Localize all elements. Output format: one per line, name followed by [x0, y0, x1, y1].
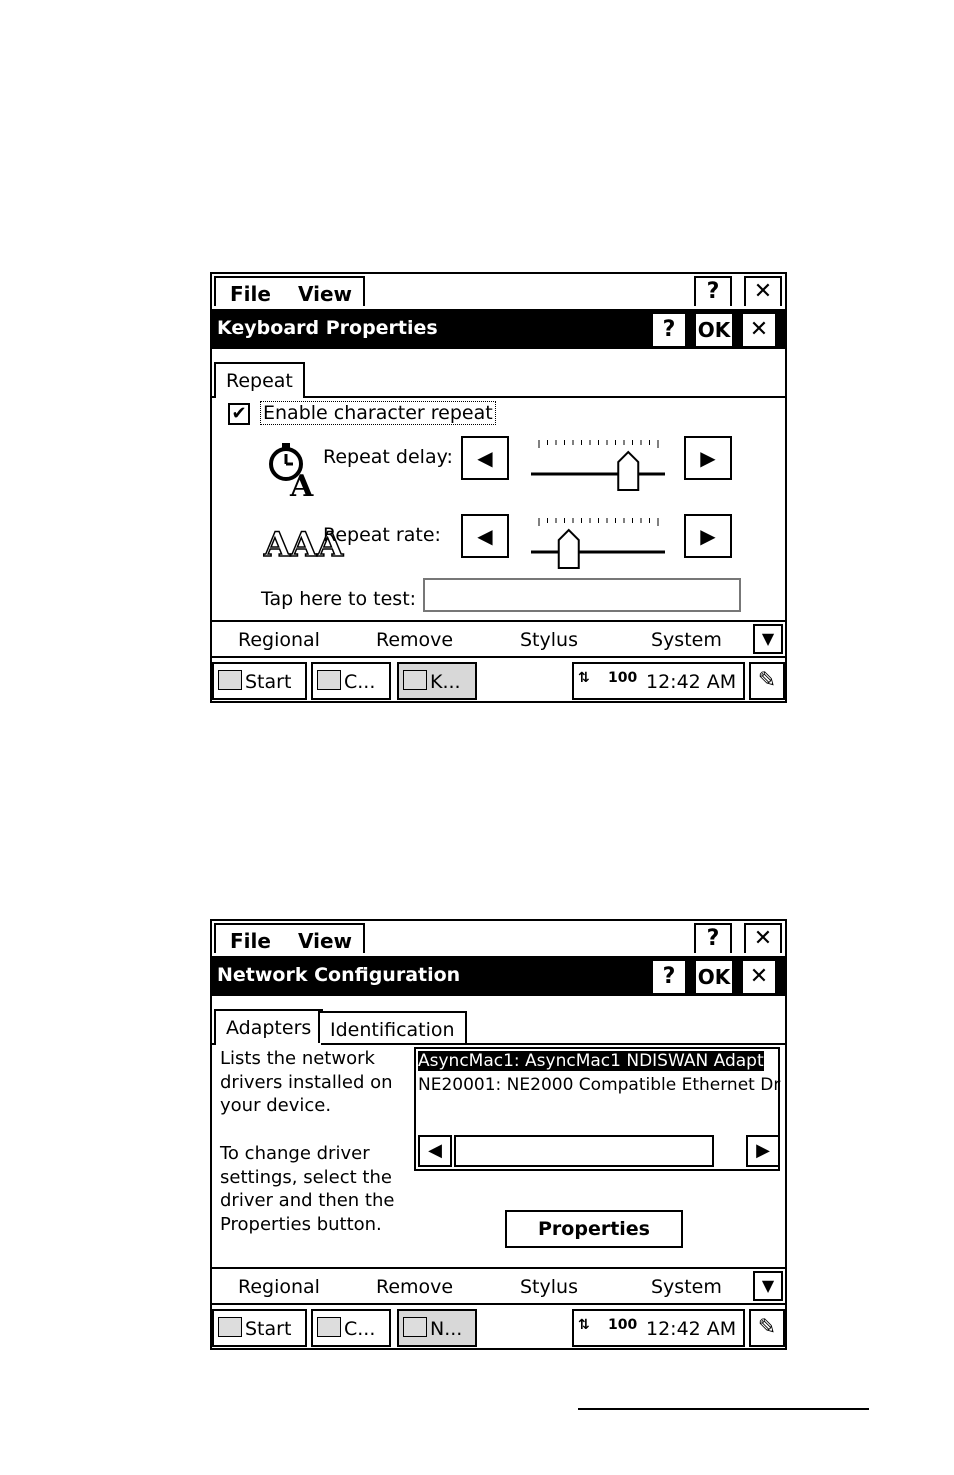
network-icon[interactable]: ⇅: [578, 670, 590, 686]
start-icon: [218, 670, 242, 690]
battery-icon[interactable]: 100: [608, 1317, 638, 1333]
stopwatch-icon: [264, 440, 326, 508]
close-button[interactable]: ✕: [743, 314, 775, 346]
instruction-text: [220, 1142, 394, 1236]
title-bar: [212, 309, 785, 349]
task1-label: C...: [344, 1318, 376, 1340]
start-label: Start: [245, 671, 292, 693]
task2-label: K...: [430, 671, 461, 693]
taskbar: [212, 660, 785, 701]
input-panel-icon[interactable]: ✎: [749, 1309, 785, 1347]
menu-bar: [212, 921, 785, 954]
svg-text:AAA: AAA: [264, 525, 344, 565]
description-text: [220, 1047, 393, 1118]
list-item[interactable]: AsyncMac1: AsyncMac1 NDISWAN Adapt: [418, 1051, 764, 1071]
adapter-list[interactable]: [414, 1047, 780, 1171]
keyboard-properties-window: [210, 272, 787, 703]
ok-button[interactable]: OK: [696, 961, 732, 993]
rate-slider[interactable]: [529, 512, 669, 572]
softbar-dropdown-icon[interactable]: ▼: [753, 624, 783, 654]
enable-repeat-checkbox[interactable]: ✔: [228, 403, 250, 425]
svg-text:A: A: [290, 469, 314, 504]
desc-line: Properties button.: [220, 1213, 382, 1235]
start-button[interactable]: [212, 1309, 307, 1347]
window-title: Keyboard Properties: [217, 317, 438, 339]
scroll-left-icon[interactable]: ◀: [418, 1135, 452, 1167]
menu-bar: [212, 274, 785, 307]
control-panel-icon: [317, 1317, 341, 1337]
rate-left-button[interactable]: ◀: [461, 514, 509, 558]
tab-row: [212, 1009, 785, 1045]
taskbar: [212, 1307, 785, 1348]
horizontal-scrollbar[interactable]: [418, 1135, 776, 1167]
delay-right-button[interactable]: ▶: [684, 436, 732, 480]
clock: 12:42 AM: [646, 671, 737, 693]
properties-button[interactable]: Properties: [505, 1210, 683, 1248]
softbar-regional[interactable]: Regional: [238, 629, 320, 651]
test-input[interactable]: [423, 578, 741, 612]
menu-close-button[interactable]: ✕: [744, 923, 782, 953]
menu-help-button[interactable]: ?: [694, 923, 732, 953]
softbar-dropdown-icon[interactable]: ▼: [753, 1271, 783, 1301]
system-tray: [572, 1309, 745, 1347]
desc-line: your device.: [220, 1095, 332, 1116]
scroll-right-icon[interactable]: ▶: [746, 1135, 780, 1167]
softbar-remove[interactable]: Remove: [376, 1276, 454, 1298]
slider-thumb[interactable]: [618, 452, 638, 490]
network-config-icon: [403, 1317, 427, 1337]
menu-file[interactable]: File: [230, 282, 271, 306]
repeat-rate-label: Repeat rate:: [323, 524, 441, 546]
network-configuration-window: [210, 919, 787, 1350]
tab-identification[interactable]: Identification: [318, 1011, 467, 1043]
softbar-stylus[interactable]: Stylus: [520, 1276, 578, 1298]
desc-line: drivers installed on: [220, 1071, 393, 1093]
slider-thumb[interactable]: [559, 530, 579, 568]
help-button[interactable]: ?: [653, 961, 685, 993]
menu-group: [214, 923, 365, 953]
taskbar-control-panel[interactable]: [311, 662, 391, 700]
menu-view[interactable]: View: [298, 929, 353, 953]
footer-rule: [578, 1408, 869, 1410]
desc-line: To change driver: [220, 1143, 370, 1164]
menu-close-button[interactable]: ✕: [744, 276, 782, 306]
help-button[interactable]: ?: [653, 314, 685, 346]
tab-adapters[interactable]: Adapters: [214, 1009, 323, 1045]
control-panel-icon: [317, 670, 341, 690]
softbar-system[interactable]: System: [651, 1276, 722, 1298]
clock: 12:42 AM: [646, 1318, 737, 1340]
keyboard-icon: [403, 670, 427, 690]
softbar-remove[interactable]: Remove: [376, 629, 454, 651]
softbar-stylus[interactable]: Stylus: [520, 629, 578, 651]
system-tray: [572, 662, 745, 700]
input-panel-icon[interactable]: ✎: [749, 662, 785, 700]
start-button[interactable]: [212, 662, 307, 700]
desc-line: driver and then the: [220, 1190, 395, 1211]
ok-button[interactable]: OK: [696, 314, 732, 346]
battery-icon[interactable]: 100: [608, 670, 638, 686]
task2-label: N...: [430, 1318, 463, 1340]
menu-help-button[interactable]: ?: [694, 276, 732, 306]
desc-line: settings, select the: [220, 1166, 392, 1188]
title-bar: [212, 956, 785, 996]
start-icon: [218, 1317, 242, 1337]
softbar-regional[interactable]: Regional: [238, 1276, 320, 1298]
test-label: Tap here to test:: [261, 588, 417, 610]
menu-group: [214, 276, 365, 306]
taskbar-control-panel[interactable]: [311, 1309, 391, 1347]
repeat-delay-label: Repeat delay:: [323, 446, 453, 468]
soft-bar: [212, 620, 785, 658]
rate-right-button[interactable]: ▶: [684, 514, 732, 558]
repeat-rate-icon: [264, 522, 344, 572]
desc-line: Lists the network: [220, 1048, 375, 1069]
taskbar-keyboard[interactable]: [397, 662, 477, 700]
list-item[interactable]: NE20001: NE2000 Compatible Ethernet Dr: [418, 1075, 781, 1095]
taskbar-network[interactable]: [397, 1309, 477, 1347]
tab-repeat[interactable]: Repeat: [214, 362, 305, 398]
window-title: Network Configuration: [217, 964, 461, 986]
soft-bar: [212, 1267, 785, 1305]
close-button[interactable]: ✕: [743, 961, 775, 993]
scroll-thumb[interactable]: [454, 1135, 714, 1167]
delay-left-button[interactable]: ◀: [461, 436, 509, 480]
task1-label: C...: [344, 671, 376, 693]
softbar-system[interactable]: System: [651, 629, 722, 651]
delay-slider[interactable]: [529, 434, 669, 494]
network-icon[interactable]: ⇅: [578, 1317, 590, 1333]
start-label: Start: [245, 1318, 292, 1340]
menu-file[interactable]: File: [230, 929, 271, 953]
tab-row: [212, 362, 785, 398]
enable-repeat-label[interactable]: Enable character repeat: [260, 401, 496, 425]
menu-view[interactable]: View: [298, 282, 353, 306]
